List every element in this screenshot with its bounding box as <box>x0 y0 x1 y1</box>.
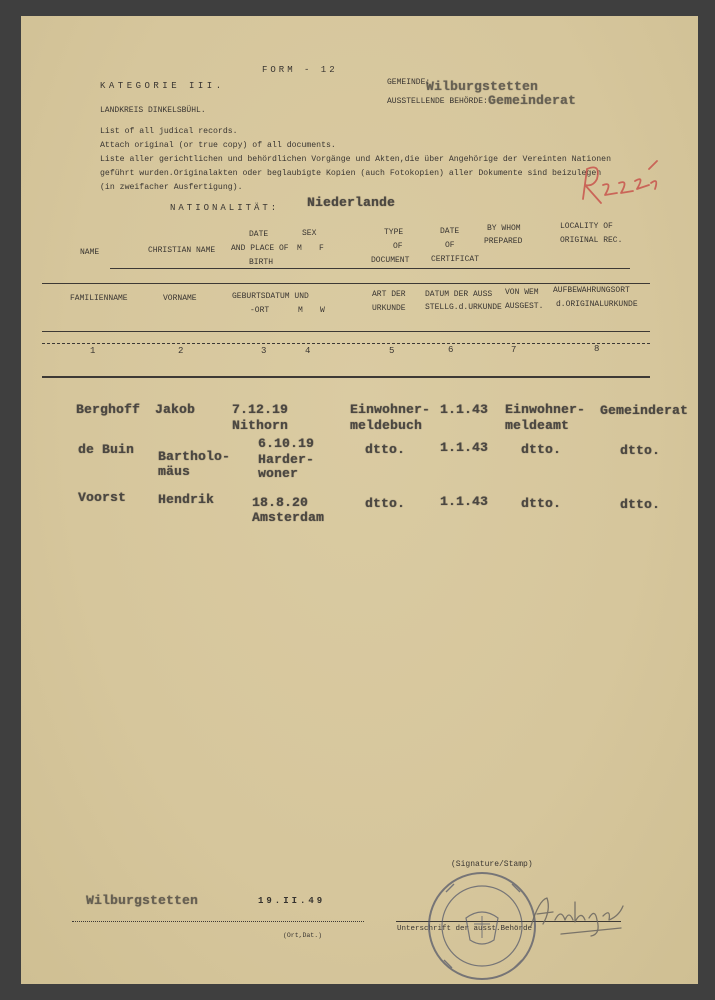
table-cell-christian-name: mäus <box>158 464 191 479</box>
rule-line <box>42 376 650 378</box>
behoerde-value: Gemeinderat <box>488 93 577 108</box>
col-en-sex: SEX <box>302 229 317 238</box>
table-cell-birth-place: Harder- <box>258 452 315 467</box>
table-cell-prepared-by: Einwohner- <box>505 402 586 417</box>
col-en-certificate-date: CERTIFICAT <box>431 255 480 264</box>
table-cell-document-type: Einwohner- <box>350 402 431 417</box>
table-cell-certificate-date: 1.1.43 <box>440 494 489 509</box>
col-de-geburt: -ORT <box>250 306 270 315</box>
rule-line <box>110 268 630 269</box>
table-cell-document-type: dtto. <box>365 442 406 457</box>
column-number: 6 <box>448 345 454 355</box>
column-number: 3 <box>261 346 267 356</box>
table-cell-christian-name: Bartholo- <box>158 449 231 464</box>
instruction-line: Liste aller gerichtlichen und behördlichen Vorgänge und Akten,die über Angehörige der Vereinten Nationen <box>100 155 611 164</box>
table-cell-christian-name: Hendrik <box>158 492 215 507</box>
col-en-document-type: DOCUMENT <box>371 256 410 265</box>
table-cell-birth-place: woner <box>258 466 299 481</box>
table-cell-certificate-date: 1.1.43 <box>440 440 489 455</box>
kategorie-label: KATEGORIE III. <box>100 81 225 91</box>
official-stamp-icon <box>426 870 541 985</box>
footer-place: Wilburgstetten <box>86 893 199 908</box>
col-en-birth: AND PLACE OF <box>231 244 289 253</box>
footer-date-stamp: 19.II.49 <box>258 896 326 906</box>
table-cell-birth-date: 6.10.19 <box>258 436 315 451</box>
table-cell-certificate-date: 1.1.43 <box>440 402 489 417</box>
instruction-line: geführt wurden.Originalakten oder beglaubigte Kopien (auch Fotokopien) aller Dokumente sind beizulegen <box>100 169 602 178</box>
col-de-datum: STELLG.d.URKUNDE <box>425 303 502 312</box>
gemeinde-value: Wilburgstetten <box>426 79 539 94</box>
table-cell-prepared-by: dtto. <box>521 496 562 511</box>
table-cell-birth-place: Nithorn <box>232 418 289 433</box>
table-cell-locality: dtto. <box>620 443 661 458</box>
landkreis-label: LANDKREIS DINKELSBÜHL. <box>100 106 206 115</box>
column-number: 2 <box>178 346 184 356</box>
col-de-datum: DATUM DER AUSS <box>425 290 493 299</box>
table-cell-christian-name: Jakob <box>155 402 196 417</box>
instruction-line: List of all judical records. <box>100 127 238 136</box>
form-number: FORM - 12 <box>262 65 338 75</box>
table-cell-name: Berghoff <box>76 402 141 417</box>
col-en-birth: BIRTH <box>249 258 274 267</box>
table-cell-birth-date: 18.8.20 <box>252 495 309 510</box>
col-en-locality: LOCALITY OF <box>560 222 613 231</box>
handwritten-signature-icon <box>525 890 630 940</box>
col-en-prepared-by: BY WHOM <box>487 224 521 233</box>
table-cell-document-type: dtto. <box>365 496 406 511</box>
signature-stamp-label: (Signature/Stamp) <box>451 860 533 869</box>
column-number: 5 <box>389 346 395 356</box>
column-number: 4 <box>305 346 311 356</box>
table-cell-prepared-by: meldeamt <box>505 418 570 433</box>
authority-signature-label: Unterschrift der ausst.Behörde <box>397 925 533 933</box>
col-en-prepared-by: PREPARED <box>484 237 523 246</box>
col-de-aufbewahrung: AUFBEWAHRUNGSORT <box>553 286 630 295</box>
rule-line <box>42 283 650 284</box>
col-en-certificate-date: OF <box>445 241 455 250</box>
column-number: 7 <box>511 345 517 355</box>
table-cell-name: Voorst <box>78 490 127 505</box>
col-de-urkunde: ART DER <box>372 290 406 299</box>
nationality-label: NATIONALITÄT: <box>170 203 280 213</box>
col-en-christian-name: CHRISTIAN NAME <box>148 246 216 255</box>
col-en-sex-m: M <box>297 244 302 253</box>
col-de-urkunde: URKUNDE <box>372 304 406 313</box>
instruction-line: (in zweifacher Ausfertigung). <box>100 183 243 192</box>
col-en-sex-f: F <box>319 244 324 253</box>
gemeinde-label: GEMEINDE: <box>387 78 431 87</box>
col-de-von-wem: VON WEM <box>505 288 539 297</box>
table-cell-locality: Gemeinderat <box>600 403 689 418</box>
table-cell-locality: dtto. <box>620 497 661 512</box>
col-en-certificate-date: DATE <box>440 227 460 236</box>
col-de-sex-w: W <box>320 306 325 315</box>
place-date-line <box>72 921 364 922</box>
place-date-label: (Ort,Dat.) <box>283 932 323 939</box>
col-en-locality: ORIGINAL REC. <box>560 236 623 245</box>
behoerde-label: AUSSTELLENDE BEHÖRDE: <box>387 97 488 106</box>
col-de-sex-m: M <box>298 306 303 315</box>
col-en-birth: DATE <box>249 230 269 239</box>
col-en-document-type: TYPE <box>384 228 404 237</box>
rule-line <box>42 343 650 344</box>
col-de-vorname: VORNAME <box>163 294 197 303</box>
table-cell-birth-date: 7.12.19 <box>232 402 289 417</box>
column-number: 1 <box>90 346 96 356</box>
rule-line <box>42 331 650 332</box>
table-cell-birth-place: Amsterdam <box>252 510 325 525</box>
col-de-familienname: FAMILIENNAME <box>70 294 128 303</box>
col-de-aufbewahrung: d.ORIGINALURKUNDE <box>556 300 638 309</box>
col-en-name: NAME <box>80 248 100 257</box>
column-number: 8 <box>594 344 600 354</box>
table-cell-document-type: meldebuch <box>350 418 423 433</box>
nationality-value: Niederlande <box>307 195 396 210</box>
col-de-geburt: GEBURTSDATUM UND <box>232 292 309 301</box>
col-en-document-type: OF <box>393 242 403 251</box>
table-cell-name: de Buin <box>78 442 135 457</box>
col-de-von-wem: AUSGEST. <box>505 302 544 311</box>
red-initials-icon <box>575 155 665 210</box>
instruction-line: Attach original (or true copy) of all documents. <box>100 141 336 150</box>
table-cell-prepared-by: dtto. <box>521 442 562 457</box>
